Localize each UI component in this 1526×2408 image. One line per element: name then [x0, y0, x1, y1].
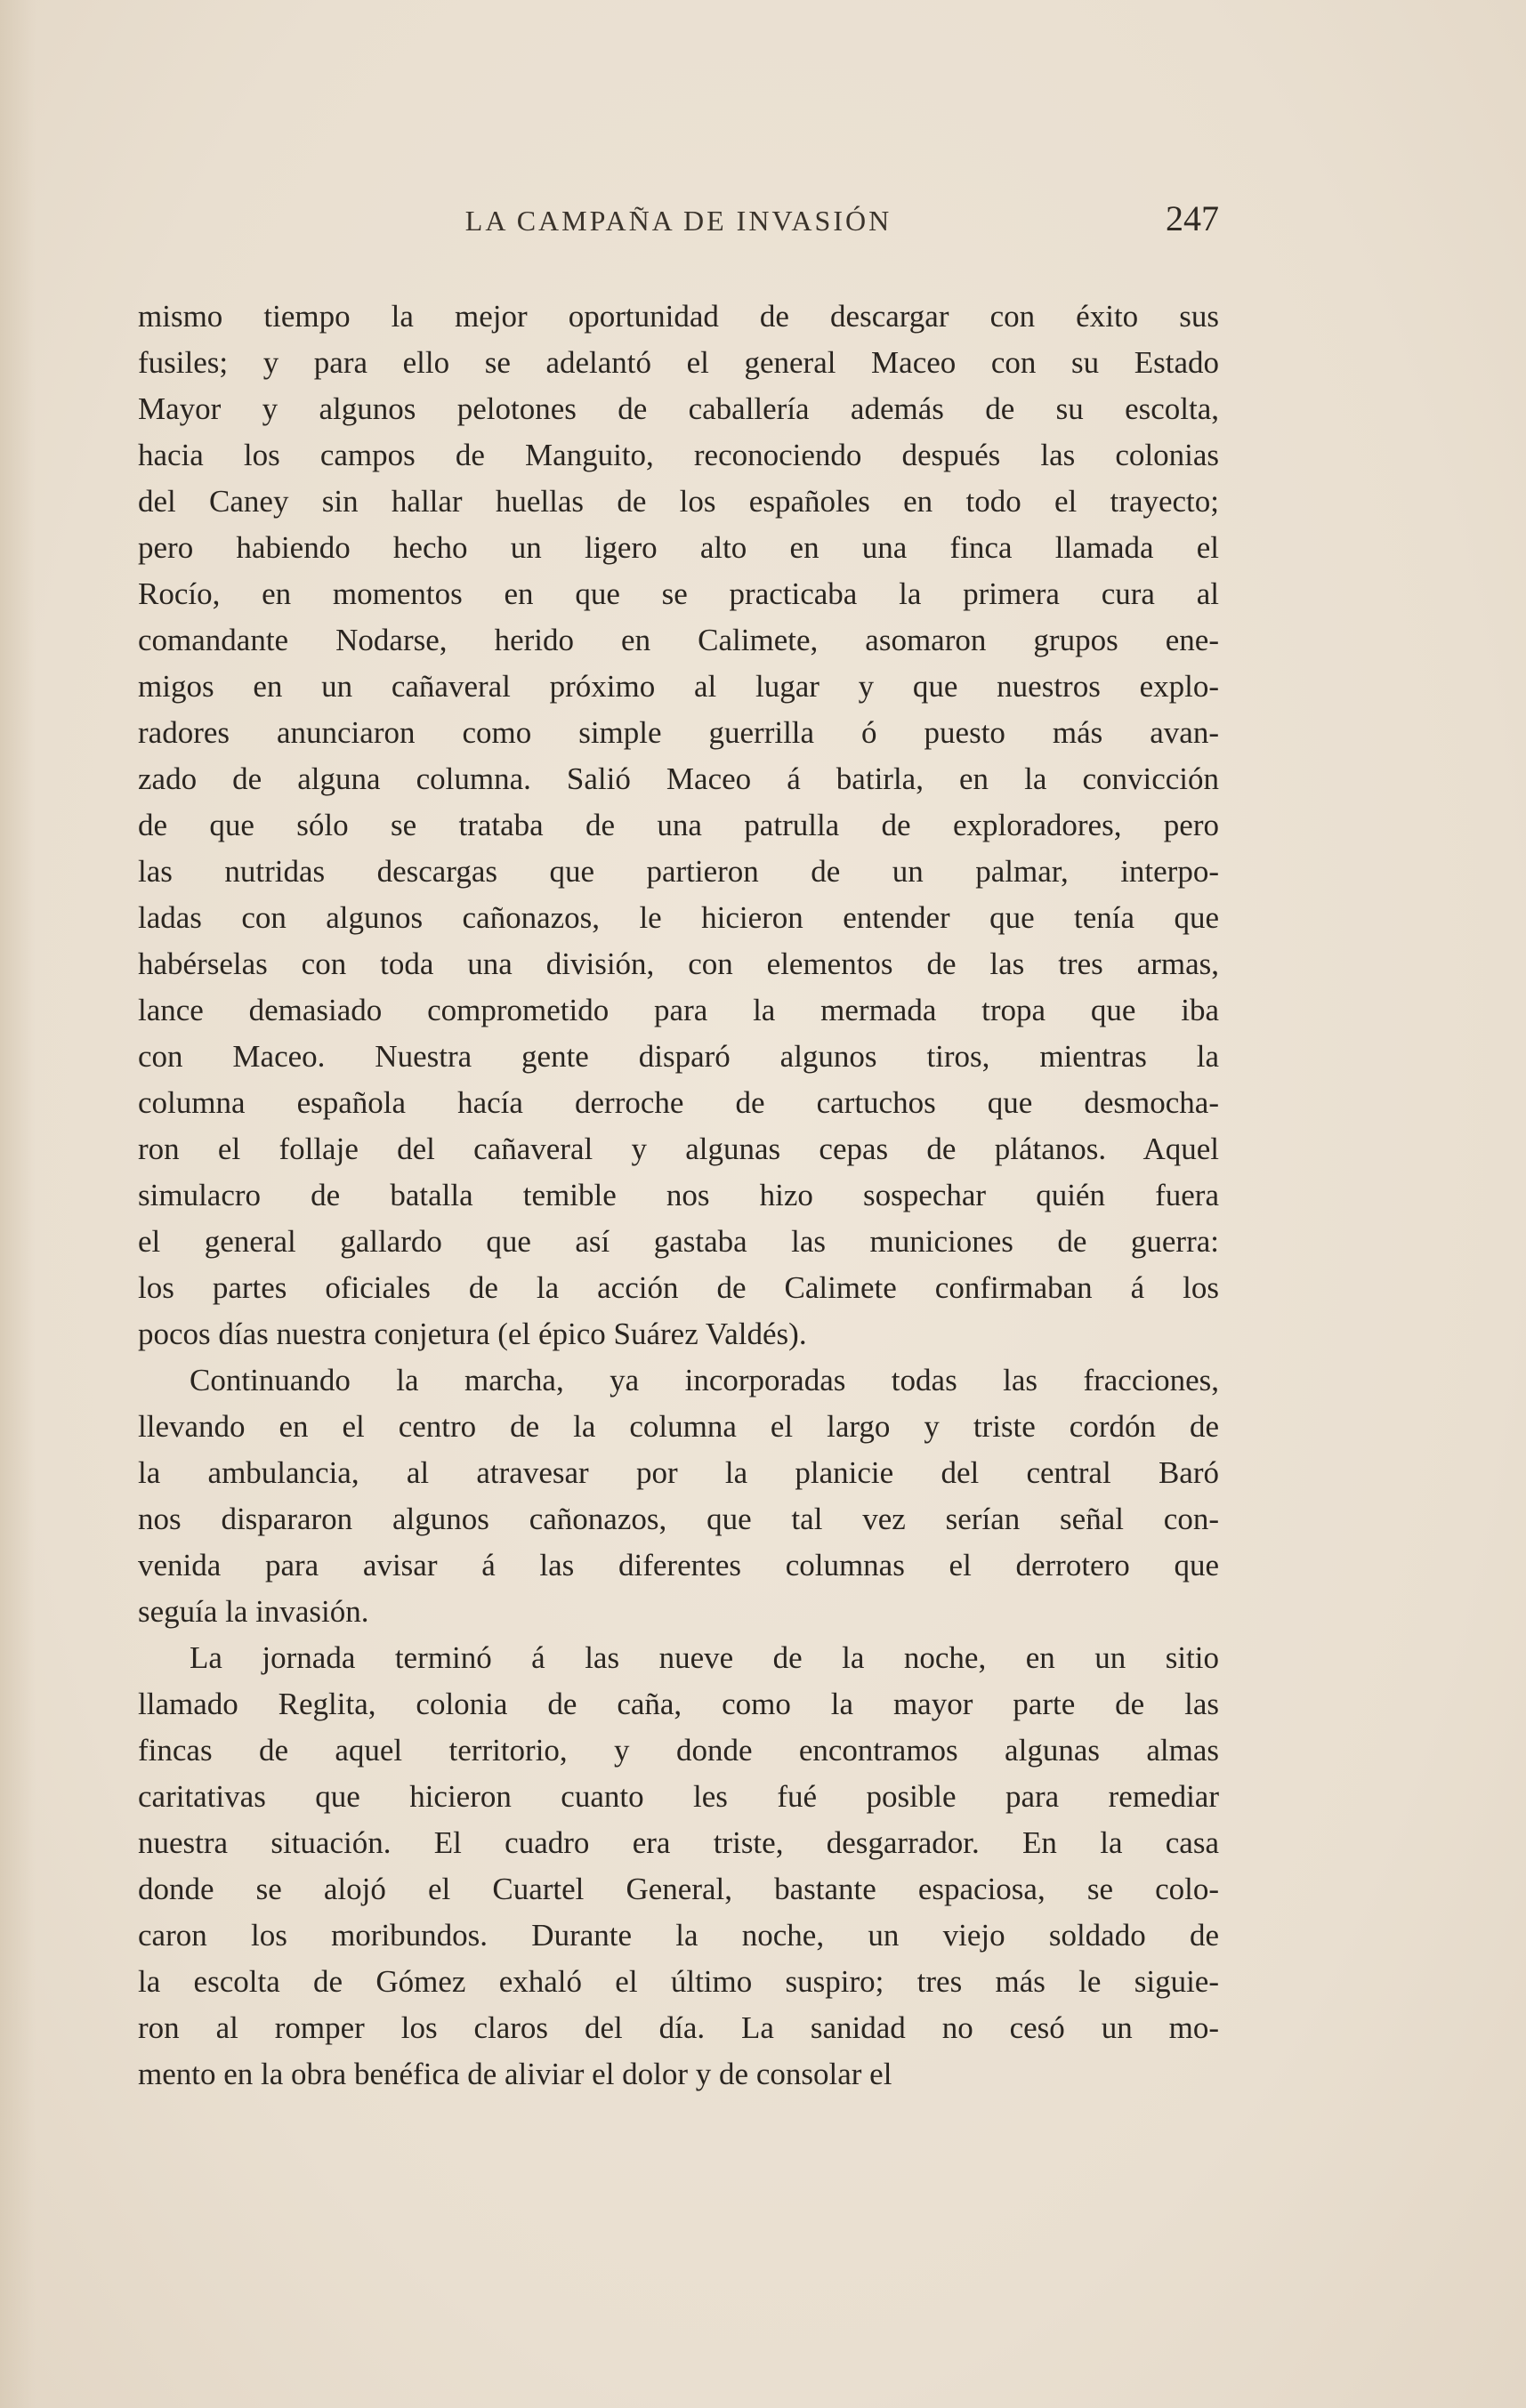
text-line: mismo tiempo la mejor oportunidad de descargar con éxito sus	[138, 299, 1219, 334]
text-line: donde se alojó el Cuartel General, bastante espaciosa, se colo-	[138, 1872, 1219, 1906]
text-line: fincas de aquel territorio, y donde encontramos algunas almas	[138, 1733, 1219, 1768]
text-line: del Caney sin hallar huellas de los españoles en todo el trayecto;	[138, 484, 1219, 519]
text-line: venida para avisar á las diferentes columnas el derrotero que	[138, 1548, 1219, 1583]
text-line: Mayor y algunos pelotones de caballería además de su escolta,	[138, 391, 1219, 426]
text-line: caron los moribundos. Durante la noche, un viejo soldado de	[138, 1918, 1219, 1953]
text-line: de que sólo se trataba de una patrulla de exploradores, pero	[138, 808, 1219, 842]
text-line: seguía la invasión.	[138, 1594, 369, 1629]
text-line: zado de alguna columna. Salió Maceo á batirla, en la convicción	[138, 761, 1219, 796]
text-line: ron el follaje del cañaveral y algunas cepas de plátanos. Aquel	[138, 1132, 1219, 1166]
text-line: simulacro de batalla temible nos hizo sospechar quién fuera	[138, 1178, 1219, 1212]
text-line: las nutridas descargas que partieron de un palmar, interpo-	[138, 854, 1219, 889]
text-line: pocos días nuestra conjetura (el épico Suárez Valdés).	[138, 1317, 807, 1351]
paragraph	[138, 1635, 1219, 2098]
text-line: migos en un cañaveral próximo al lugar y que nuestros explo-	[138, 669, 1219, 704]
text-line: con Maceo. Nuestra gente disparó algunos tiros, mientras la	[138, 1039, 1219, 1074]
running-title: LA CAMPAÑA DE INVASIÓN	[464, 205, 892, 237]
text-line: ron al romper los claros del día. La sanidad no cesó un mo-	[138, 2010, 1219, 2045]
text-line: pero habiendo hecho un ligero alto en una finca llamada el	[138, 530, 1219, 565]
text-line: columna española hacía derroche de cartuchos que desmocha-	[138, 1085, 1219, 1120]
text-line: la ambulancia, al atravesar por la planicie del central Baró	[138, 1455, 1219, 1490]
text-line: nuestra situación. El cuadro era triste, desgarrador. En la casa	[138, 1825, 1219, 1860]
paragraph	[138, 294, 1219, 1357]
text-line: hacia los campos de Manguito, reconociendo después las colonias	[138, 438, 1219, 472]
text-line: caritativas que hicieron cuanto les fué posible para remediar	[138, 1779, 1219, 1814]
text-line: Continuando la marcha, ya incorporadas todas las fracciones,	[190, 1363, 1219, 1397]
paragraph	[138, 1357, 1219, 1635]
text-line: habérselas con toda una división, con elementos de las tres armas,	[138, 946, 1219, 981]
text-line: radores anunciaron como simple guerrilla ó puesto más avan-	[138, 715, 1219, 750]
text-line: la escolta de Gómez exhaló el último suspiro; tres más le siguie-	[138, 1964, 1219, 1999]
text-line: fusiles; y para ello se adelantó el general Maceo con su Estado	[138, 345, 1219, 380]
text-line: ladas con algunos cañonazos, le hicieron entender que tenía que	[138, 900, 1219, 935]
text-line: el general gallardo que así gastaba las municiones de guerra:	[138, 1224, 1219, 1259]
text-line: Rocío, en momentos en que se practicaba la primera cura al	[138, 576, 1219, 611]
text-line: llamado Reglita, colonia de caña, como la mayor parte de las	[138, 1687, 1219, 1721]
body-text	[138, 294, 1219, 2098]
running-head	[138, 197, 1219, 247]
text-line: comandante Nodarse, herido en Calimete, asomaron grupos ene-	[138, 623, 1219, 657]
text-line: mento en la obra benéfica de aliviar el dolor y de consolar el	[138, 2057, 892, 2091]
text-line: llevando en el centro de la columna el largo y triste cordón de	[138, 1409, 1219, 1444]
page-gutter-shadow	[0, 0, 36, 2408]
text-line: nos dispararon algunos cañonazos, que tal vez serían señal con-	[138, 1502, 1219, 1536]
text-line: lance demasiado comprometido para la mermada tropa que iba	[138, 993, 1219, 1027]
page-number: 247	[1166, 198, 1219, 238]
text-line: los partes oficiales de la acción de Calimete confirmaban á los	[138, 1270, 1219, 1305]
text-line: La jornada terminó á las nueve de la noche, en un sitio	[190, 1640, 1219, 1675]
